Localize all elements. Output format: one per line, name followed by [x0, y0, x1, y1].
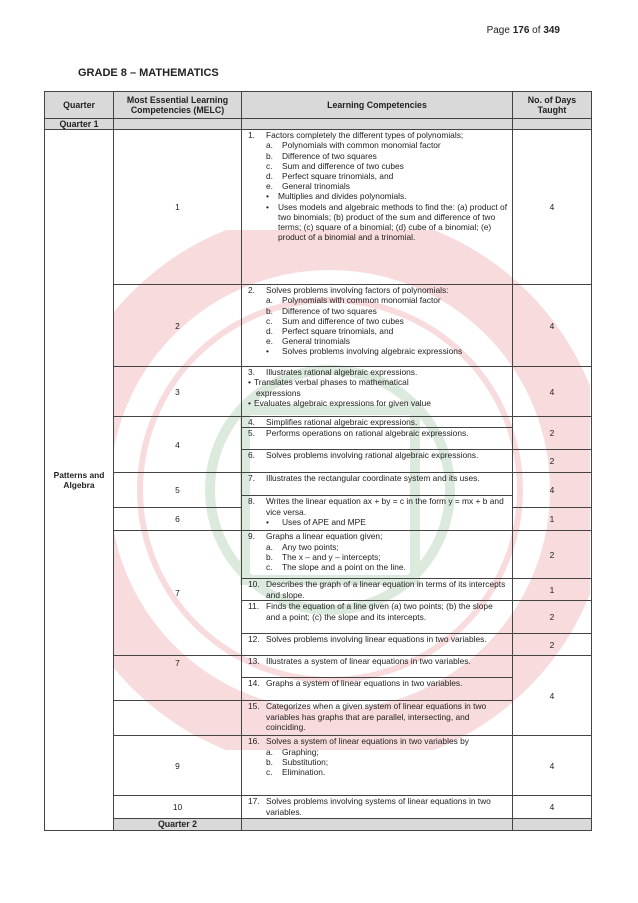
- melc-number: 2: [114, 285, 242, 367]
- competency-cell: 3. Illustrates rational algebraic expressions. • Translates verbal phases to mathematical expressions • Evaluates algebraic expressions for given value: [242, 367, 513, 417]
- quarter-2-label: Quarter 2: [114, 819, 242, 830]
- table-row: [45, 130, 592, 285]
- competency-cell: 2. Solves problems involving factors of polynomials: a. Polynomials with common monomial factor b. Difference of two squares c. Sum and difference of two cubes d. Perfect square trinomials, and e. General trinomials • Solves problems involving algebraic expressions: [242, 285, 513, 367]
- days-cell: 2: [513, 601, 592, 634]
- days-cell: 4: [513, 130, 592, 285]
- melc-number: [114, 701, 242, 736]
- quarter-row: [45, 119, 592, 130]
- melc-number: 9: [114, 736, 242, 796]
- competency-cell: 11. Finds the equation of a line given (a) two points; (b) the slope and a point; (c) the slope and its intercepts.: [242, 601, 513, 634]
- melc-number: 7: [114, 531, 242, 656]
- days-cell: 4: [513, 473, 592, 508]
- days-cell: 2: [513, 417, 592, 450]
- table-row: [45, 796, 592, 819]
- table-row: [45, 701, 592, 736]
- table-row: [45, 531, 592, 579]
- melc-number: 1: [114, 130, 242, 285]
- days-cell: 4: [513, 367, 592, 417]
- days-cell: 4: [513, 736, 592, 796]
- table-row: [45, 736, 592, 796]
- topic-cell: Patterns and Algebra: [45, 130, 114, 830]
- table-row: [45, 367, 592, 417]
- competency-cell: 12. Solves problems involving linear equations in two variables.: [242, 634, 513, 656]
- days-cell: 4: [513, 796, 592, 819]
- quarter-row: [45, 819, 592, 830]
- competency-cell: 17. Solves problems involving systems of linear equations in two variables.: [242, 796, 513, 819]
- competency-cell: 10. Describes the graph of a linear equation in terms of its intercepts and slope.: [242, 579, 513, 601]
- competency-cell: 13. Illustrates a system of linear equations in two variables.: [242, 656, 513, 678]
- competency-cell: 14. Graphs a system of linear equations in two variables.: [242, 678, 513, 701]
- table-row: [45, 285, 592, 367]
- header-days: No. of Days Taught: [513, 92, 592, 119]
- page-number: Page 176 of 349: [486, 25, 560, 36]
- competency-cell: 15. Categorizes when a given system of linear equations in two variables has graphs that are parallel, intersecting, and coinciding.: [242, 701, 513, 736]
- table-row: [45, 417, 592, 428]
- melc-number: 10: [114, 796, 242, 819]
- days-cell: 1: [513, 508, 592, 531]
- header-quarter: Quarter: [45, 92, 114, 119]
- days-cell: 4: [513, 285, 592, 367]
- table-row: [45, 656, 592, 678]
- melc-number: 5: [114, 473, 242, 508]
- competency-cell: 5. Performs operations on rational algebraic expressions.: [242, 428, 513, 450]
- days-cell: 2: [513, 531, 592, 579]
- header-row: [45, 92, 592, 119]
- competency-cell: 16. Solves a system of linear equations in two variables by a. Graphing; b. Substitution; c. Elimination.: [242, 736, 513, 796]
- days-cell: 2: [513, 634, 592, 656]
- melc-table: [44, 91, 592, 831]
- melc-number: 3: [114, 367, 242, 417]
- melc-number: 4: [114, 417, 242, 473]
- competency-cell: 7. Illustrates the rectangular coordinate system and its uses.: [242, 473, 513, 496]
- document-title: GRADE 8 – MATHEMATICS: [78, 67, 219, 79]
- quarter-1-label: Quarter 1: [45, 119, 114, 130]
- days-cell: 2: [513, 450, 592, 473]
- competency-cell: 1. Factors completely the different types of polynomials; a. Polynomials with common monomial factor b. Difference of two squares c. Sum and difference of two cubes d. Perfect square trinomials, and e. General trinomials • Multiplies and divides polynomials. • Uses models and algebraic methods to find the: (a) product of two binomials; (b) product of the sum and difference of two terms; (c) square of a binomial; (d) cube of a binomial; (e) product of a binomial and a trinomial.: [242, 130, 513, 285]
- competency-cell: 9. Graphs a linear equation given; a. Any two points; b. The x – and y – intercepts; c. The slope and a point on the line.: [242, 531, 513, 579]
- header-competencies: Learning Competencies: [242, 92, 513, 119]
- table-row: [45, 473, 592, 496]
- days-cell: 4: [513, 656, 592, 736]
- melc-number: 7: [114, 656, 242, 701]
- header-melc: Most Essential Learning Competencies (MELC): [114, 92, 242, 119]
- competency-cell: 8. Writes the linear equation ax + by = c in the form y = mx + b and vice versa. • Uses of APE and MPE: [242, 496, 513, 531]
- melc-number: 6: [114, 508, 242, 531]
- competency-cell: 4. Simplifies rational algebraic expressions.: [242, 417, 513, 428]
- days-cell: 1: [513, 579, 592, 601]
- competency-cell: 6. Solves problems involving rational algebraic expressions.: [242, 450, 513, 473]
